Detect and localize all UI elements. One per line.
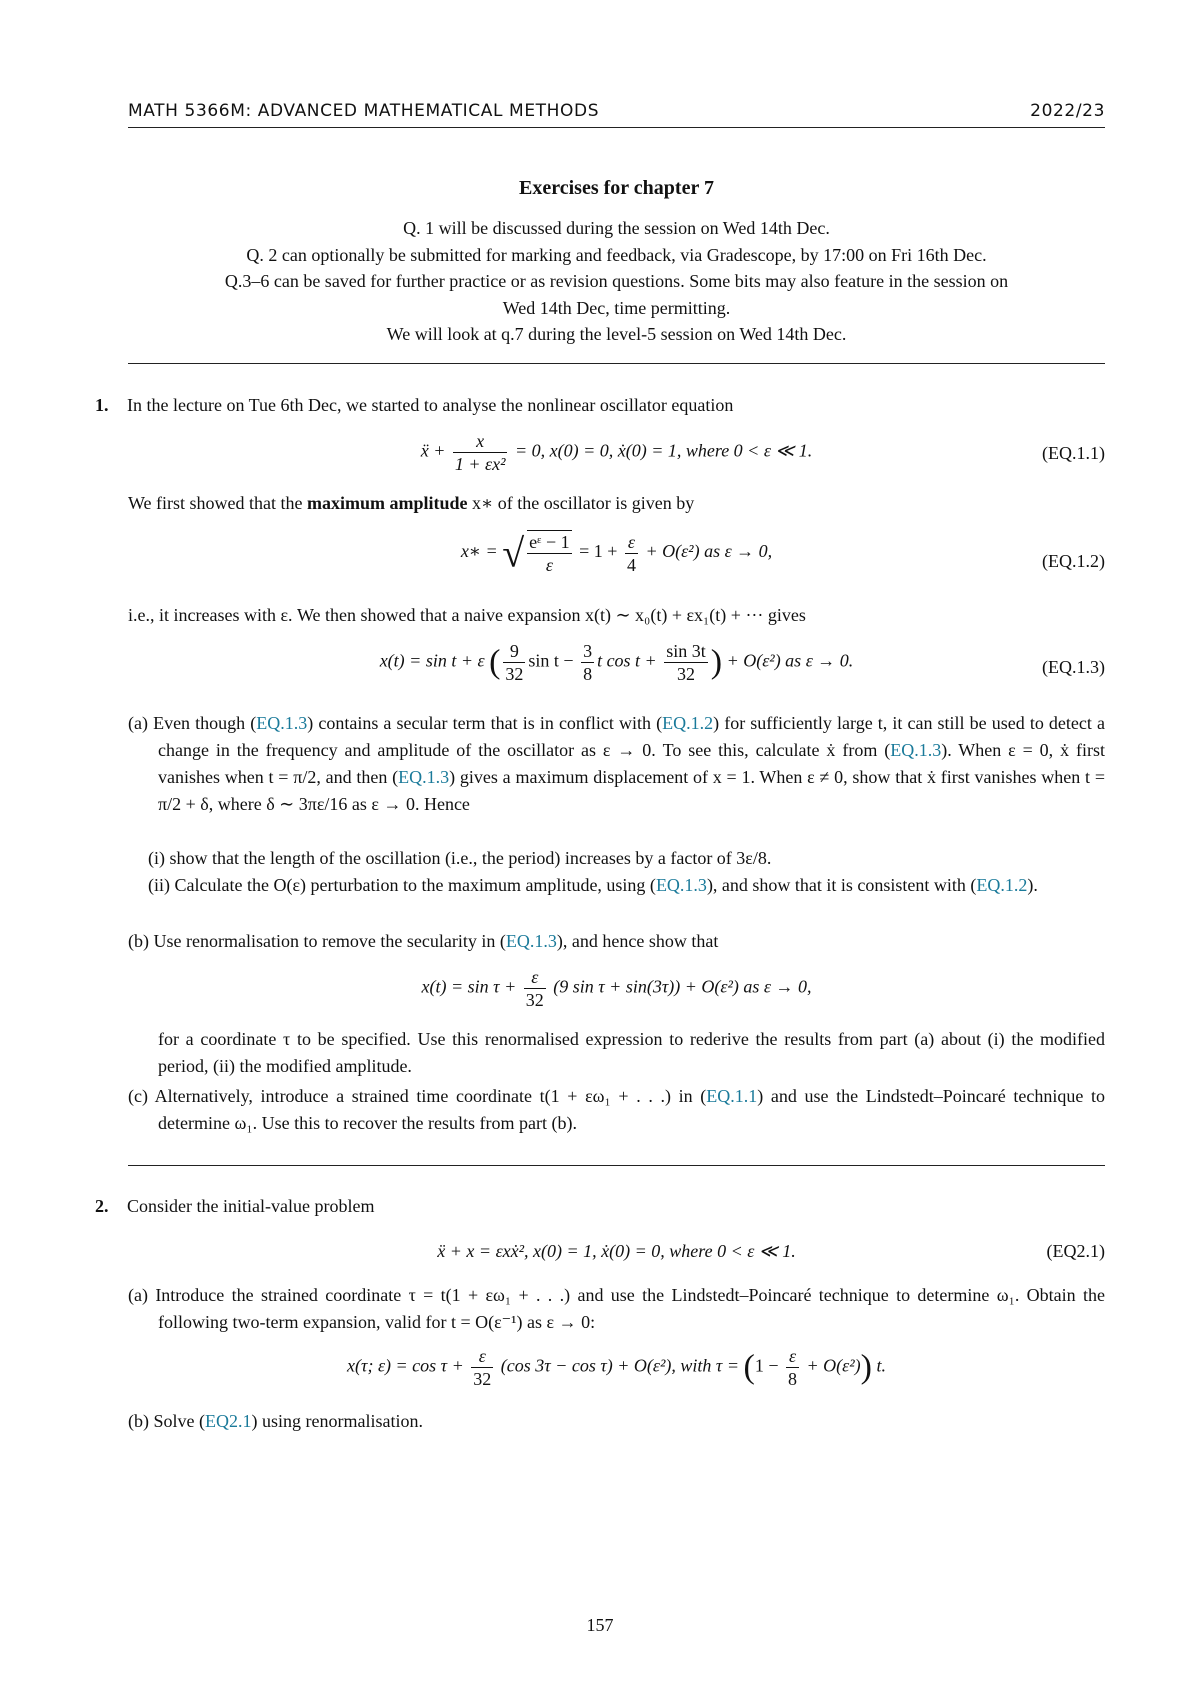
part-1a-i: (i) show that the length of the oscillation (i.e., the period) increases by a factor of 3ε/8. — [148, 848, 772, 868]
equation-1-3: x(t) = sin t + ε ( $\frac{9}{32}$ sin t − $\frac{3}{8}$ t cos t + $\frac{\sin 3t}{32}$ ) + O(ε²) as ε → 0. (EQ.1.3) — [379, 641, 1105, 684]
section-divider — [128, 1165, 1105, 1166]
naive-expansion-text: i.e., it increases with ε. We then showed that a naive expansion x(t) ∼ x₀(t) + εx₁(t) + ··· gives — [128, 605, 806, 625]
question-text: Consider the initial-value problem — [127, 1196, 375, 1216]
academic-year: 2022/23 — [1030, 101, 1105, 121]
question-2-lead — [95, 1193, 1105, 1220]
equation-tag: (EQ.1.1) — [1042, 443, 1105, 463]
part-1c: (c) Alternatively, introduce a strained time coordinate t(1 + εω₁ + . . .) in (EQ.1.1) and use the Lindstedt–Poincaré technique to determine ω₁. Use this to recover the results from part (b). — [128, 1086, 1105, 1133]
section-divider — [128, 363, 1105, 364]
question-1-lead — [95, 392, 1105, 419]
equation-1-b: x(t) = sin τ + $\frac{\varepsilon}{32}$ (9 sin τ + sin(3τ)) + O(ε²) as ε → 0, — [421, 967, 812, 1010]
equation-1-1: ẍ + $\frac{x}{\text{1 + εx²}}$ = 0, x(0) = 0, ẋ(0) = 1, where 0 < ε ≪ 1. (EQ.1.1) — [420, 431, 1105, 474]
equation-tag: (EQ.1.2) — [1042, 551, 1105, 571]
part-1b-followup: for a coordinate τ to be specified. Use this renormalised expression to rederive the results from part (a) about (i) the modified period, (ii) the modified amplitude. — [158, 1029, 1105, 1076]
intro-line: We will look at q.7 during the level-5 session on Wed 14th Dec. — [386, 324, 847, 344]
running-header — [128, 98, 1105, 128]
part-2a: (a) Introduce the strained coordinate τ = t(1 + εω₁ + . . .) and use the Lindstedt–Poincaré technique to determine ω₁. Obtain the following two-term expansion, valid for t = O(ε⁻¹) as ε → 0: — [128, 1285, 1105, 1332]
equation-1-2: x∗ = √ $\frac{\text{eᵋ − 1}}{\varepsilon}$ = 1 + $\frac{\varepsilon}{4}$ + O(ε²) as ε → 0, (EQ.1.2) — [460, 530, 1105, 576]
intro-line: Q. 2 can optionally be submitted for marking and feedback, via Gradescope, by 17:00 on Fri 16th Dec. — [246, 244, 987, 265]
course-title: MATH 5366M: ADVANCED MATHEMATICAL METHODS — [128, 101, 600, 121]
intro-block — [128, 215, 1105, 348]
page-title: Exercises for chapter 7 — [519, 177, 714, 199]
part-2b: (b) Solve (EQ2.1) using renormalisation. — [128, 1411, 423, 1431]
equation-2-a: x(τ; ε) = cos τ + $\frac{\varepsilon}{32}$ (cos 3τ − cos τ) + O(ε²), with τ = (1 − $\frac{\varepsilon}{8}$ + O(ε²)) t. — [347, 1346, 886, 1389]
intro-line: Wed 14th Dec, time permitting. — [502, 297, 731, 318]
equation-2-1: ẍ + x = εxẋ², x(0) = 1, ẋ(0) = 0, where 0 < ε ≪ 1. (EQ2.1) — [128, 1238, 1105, 1265]
amplitude-text: We first showed that the maximum amplitude x∗ of the oscillator is given by — [128, 493, 695, 513]
question-number: 2. — [95, 1196, 109, 1216]
question-number: 1. — [95, 395, 109, 415]
intro-line: Q.3–6 can be saved for further practice or as revision questions. Some bits may also feature in the session on — [224, 271, 1009, 291]
question-text: In the lecture on Tue 6th Dec, we started to analyse the nonlinear oscillator equation — [127, 395, 734, 415]
page-number: 157 — [586, 1615, 614, 1635]
equation-tag: (EQ.1.3) — [1042, 657, 1105, 677]
part-1a: (a) Even though (EQ.1.3) contains a secular term that is in conflict with (EQ.1.2) for sufficiently large t, it can still be used to detect a change in the frequency and amplitude of the oscillator as ε → 0. To see this, calculate ẋ from (EQ.1.3). When ε = 0, ẋ first vanishes when t = π/2, and then (EQ.1.3) gives a maximum displacement of x = 1. When ε ≠ 0, show that ẋ first vanishes when t = π/2 + δ, where δ ∼ 3πε/16 as ε → 0. Hence — [128, 713, 1105, 814]
part-1a-ii: (ii) Calculate the O(ε) perturbation to the maximum amplitude, using (EQ.1.3), and show that it is consistent with (EQ.1.2). — [148, 875, 1038, 895]
part-1b: (b) Use renormalisation to remove the secularity in (EQ.1.3), and hence show that — [128, 931, 719, 951]
equation-tag: (EQ2.1) — [1046, 1241, 1105, 1261]
intro-line: Q. 1 will be discussed during the session on Wed 14th Dec. — [403, 218, 830, 238]
